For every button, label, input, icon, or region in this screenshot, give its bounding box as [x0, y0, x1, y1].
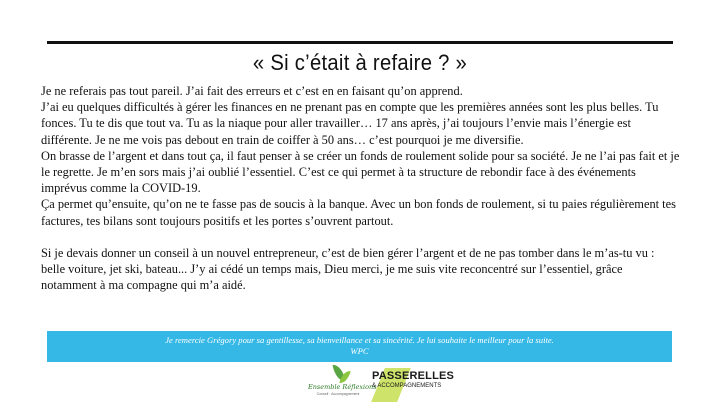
thanks-signature: WPC — [350, 345, 369, 356]
paragraph: On brasse de l’argent et dans tout ça, il faut penser à se créer un fonds de roulement solide pour sa société. Je ne l’ai pas fait et je le regrette. Je m’en sors mais j’ai oublié l’essentiel. C’est ce qui permet à ta structure de rebondir face à des événements imprévus comme la COVID-19. — [41, 148, 680, 196]
thanks-text: Je remercie Grégory pour sa gentillesse, sa bienveillance et sa sincérité. Je lui souhaite le meilleur pour la suite. — [165, 335, 554, 345]
passerelles-logo — [370, 364, 460, 402]
page-title: « Si c’était à refaire ? » — [252, 50, 468, 75]
logo-name: PASSERELLES — [372, 370, 455, 382]
logo-sub-text: Conseil · Accompagnement — [316, 392, 360, 396]
paragraph: Ça permet qu’ensuite, qu’on ne te fasse pas de soucis à la banque. Avec un bon fonds de roulement, si tu paies régulièrement tes factures, tes bilans sont toujours positifs et les portes s’ouvrent partout. — [41, 197, 676, 228]
article-body — [41, 83, 681, 293]
paragraph: Si je devais donner un conseil à un nouvel entrepreneur, c’est de bien gérer l’argent et de ne pas tomber dans le m’as-tu vu : belle voiture, jet ski, bateau... J’y ai cédé un temps mais, Dieu merci, je me suis vite reconcentré sur l’essentiel, grâce notamment à ma compagne qui m’a aidé. — [41, 245, 655, 293]
thanks-banner — [47, 331, 672, 362]
top-rule — [47, 41, 673, 44]
ensemble-reflexions-logo — [308, 364, 377, 402]
logo-tagline: & ACCOMPAGNEMENTS — [372, 383, 442, 389]
paragraph: J’ai eu quelques difficultés à gérer les finances en ne prenant pas en compte que les premières années sont les plus belles. Tu fonces. Tu te dis que tout va. Tu as la niaque pour aller travailler… 17 ans après, j’ai toujours l’envie mais l’énergie est différente. Je ne me vois pas debout en train de coiffer à 50 ans… c’est pourquoi je me diversifie. — [41, 100, 659, 147]
partner-logos — [308, 364, 458, 402]
paragraph: Je ne referais pas tout pareil. J’ai fait des erreurs et c’est en en faisant qu’on apprend. — [41, 84, 463, 98]
logo-brand-text: Ensemble Réflexions — [308, 383, 377, 391]
